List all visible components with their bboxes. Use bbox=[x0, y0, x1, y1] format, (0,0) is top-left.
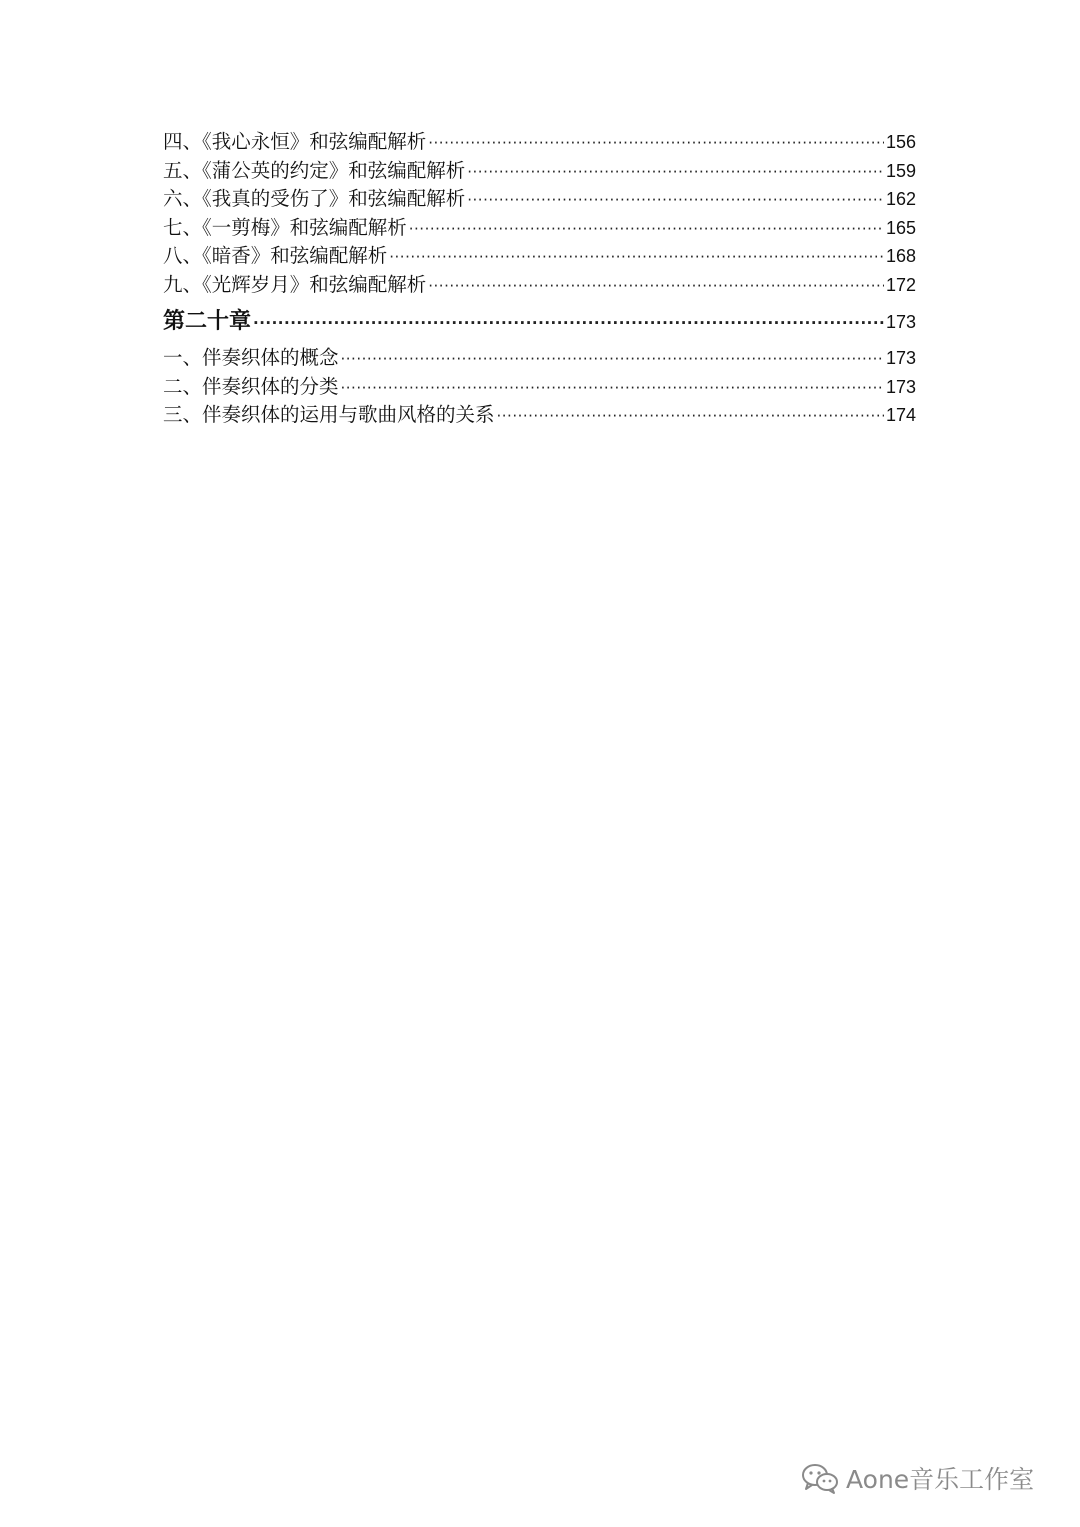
toc-entry-title: 七、《一剪梅》和弦编配解析 bbox=[163, 215, 407, 239]
toc-entry[interactable] bbox=[163, 373, 916, 402]
toc-entry-title: 一、伴奏织体的概念 bbox=[163, 346, 339, 369]
dot-leader bbox=[428, 129, 884, 158]
toc-entry[interactable] bbox=[163, 401, 916, 430]
dot-leader bbox=[341, 345, 884, 374]
dot-leader bbox=[467, 186, 884, 215]
watermark bbox=[800, 1460, 1034, 1496]
dot-leader bbox=[341, 374, 884, 403]
toc-entry-page: 162 bbox=[885, 189, 916, 209]
toc-entry-page: 165 bbox=[885, 217, 916, 238]
dot-leader bbox=[389, 243, 884, 272]
toc-entry[interactable] bbox=[163, 157, 916, 186]
toc-entry-page: 174 bbox=[885, 405, 916, 425]
dot-leader bbox=[253, 301, 884, 346]
toc-entry-title: 九、《光辉岁月》和弦编配解析 bbox=[163, 272, 427, 296]
toc-entry-page: 173 bbox=[885, 348, 916, 368]
toc-entry-title: 四、《我心永恒》和弦编配解析 bbox=[163, 130, 427, 153]
chapter-page: 173 bbox=[885, 312, 916, 332]
toc-entry-title: 三、伴奏织体的运用与歌曲风格的关系 bbox=[163, 403, 495, 426]
dot-leader bbox=[428, 272, 884, 301]
toc-entry-title: 八、《暗香》和弦编配解析 bbox=[163, 244, 388, 267]
dot-leader bbox=[409, 215, 884, 244]
watermark-text: Aone音乐工作室 bbox=[846, 1465, 1035, 1494]
toc-entry-page: 156 bbox=[885, 132, 916, 152]
toc-entry-title: 二、伴奏织体的分类 bbox=[163, 374, 339, 398]
toc-entry[interactable] bbox=[163, 344, 916, 373]
toc-entry-title: 五、《蒲公英的约定》和弦编配解析 bbox=[163, 158, 466, 182]
toc-entry-page: 159 bbox=[885, 160, 916, 181]
toc-entry[interactable] bbox=[163, 185, 916, 214]
toc-entry-page: 173 bbox=[885, 376, 916, 397]
table-of-contents bbox=[163, 128, 916, 430]
toc-entry[interactable] bbox=[163, 214, 916, 243]
toc-entry-page: 168 bbox=[885, 246, 916, 266]
toc-entry-page: 172 bbox=[885, 274, 916, 295]
toc-entry[interactable] bbox=[163, 242, 916, 271]
wechat-icon bbox=[800, 1461, 840, 1495]
chapter-title: 第二十章 bbox=[163, 308, 252, 334]
toc-entry[interactable] bbox=[163, 271, 916, 300]
toc-chapter-heading[interactable] bbox=[163, 299, 916, 344]
toc-entry[interactable] bbox=[163, 128, 916, 157]
toc-entry-title: 六、《我真的受伤了》和弦编配解析 bbox=[163, 187, 466, 210]
dot-leader bbox=[467, 158, 884, 187]
dot-leader bbox=[497, 402, 884, 431]
